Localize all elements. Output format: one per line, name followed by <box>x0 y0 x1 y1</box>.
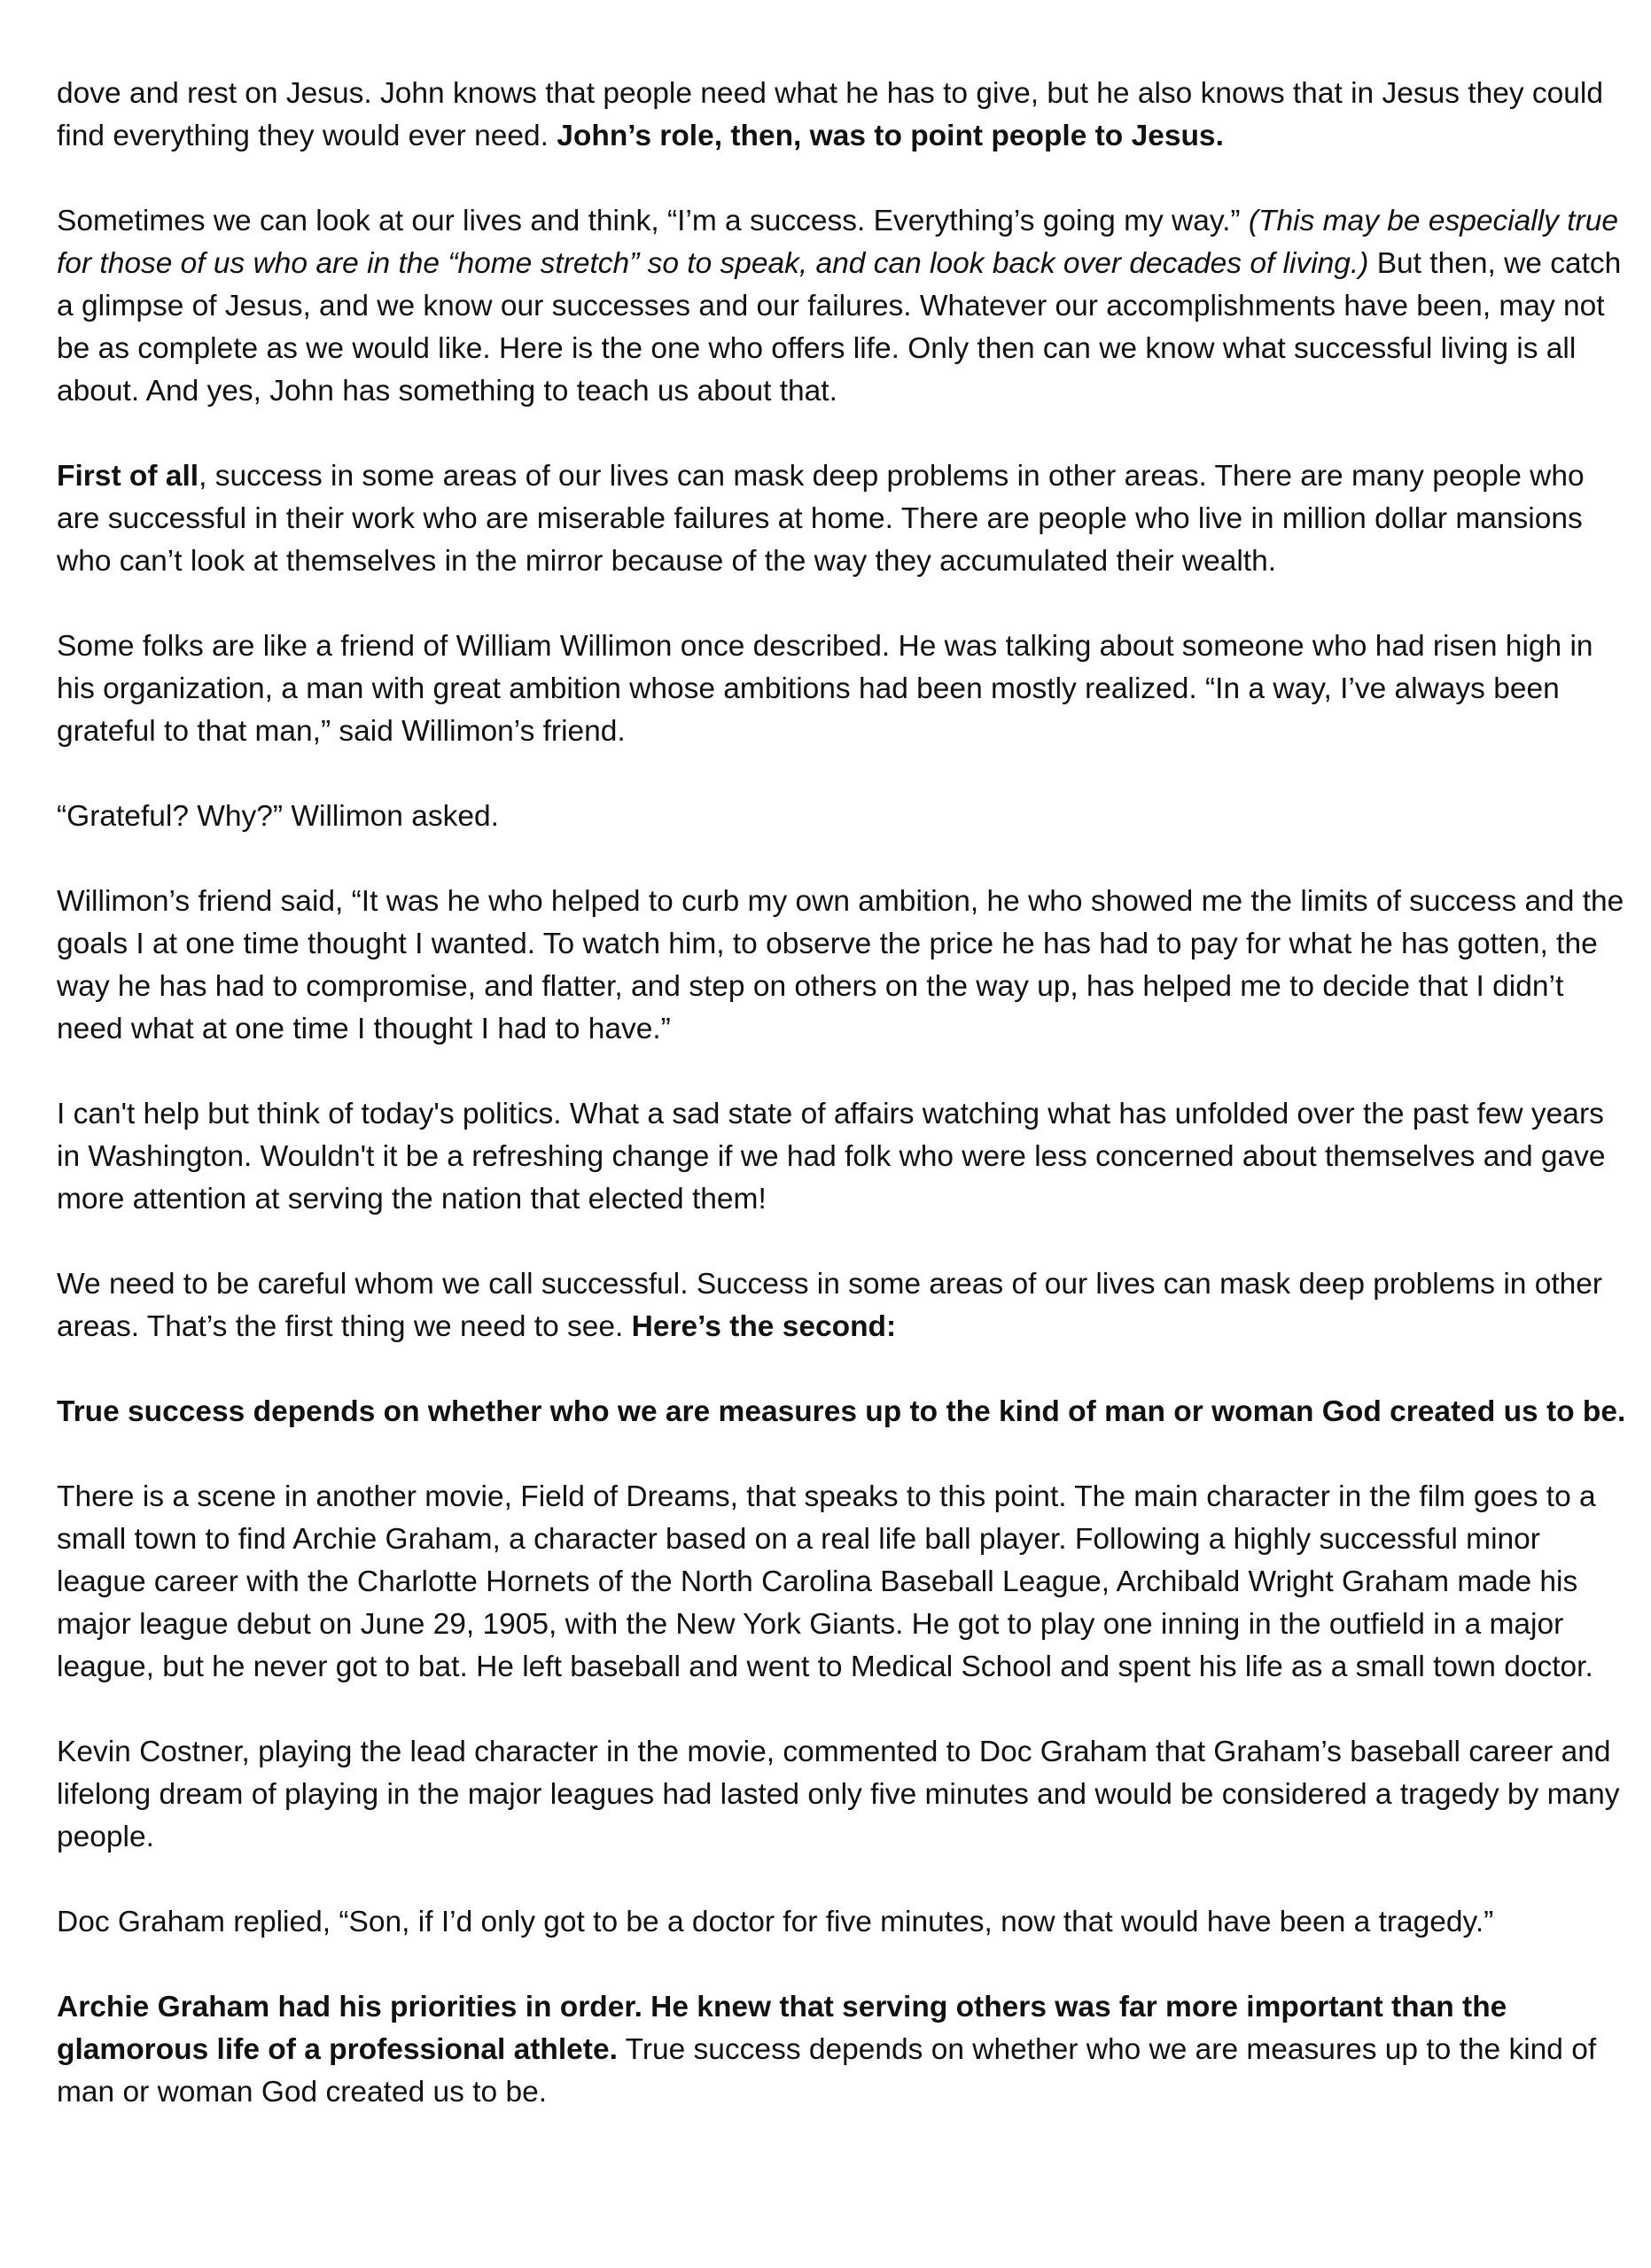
paragraph-text: Some folks are like a friend of William Willimon once described. He was talking about someone who had risen high in his organization, a man with great ambition whose ambitions had been mostly realized. “In a way, I’ve always been grateful to that man,” said Willimon’s friend. <box>57 630 1593 748</box>
paragraph <box>57 1731 1634 1859</box>
paragraph-text: Sometimes we can look at our lives and think, “I’m a success. Everything’s going my way.” <box>57 205 1249 237</box>
paragraph-text: But then, we catch a glimpse of Jesus, and we know our successes and our failures. Whatever our accomplishments have been, may not be as complete as we would like. Here is the one who offers life. Only then can we know what successful living is all about. And yes, John has something to teach us about that. <box>57 247 1622 408</box>
paragraph <box>57 1901 1634 1944</box>
paragraph <box>57 1263 1634 1348</box>
paragraph-text: Kevin Costner, playing the lead character in the movie, commented to Doc Graham that Graham’s baseball career and lifelong dream of playing in the major leagues had lasted only five minutes and would be considered a tragedy by many people. <box>57 1736 1620 1853</box>
paragraph <box>57 200 1634 413</box>
paragraph-bold-text: Here’s the second: <box>631 1310 897 1343</box>
paragraph-text: There is a scene in another movie, Field of Dreams, that speaks to this point. The main character in the film goes to a small town to find Archie Graham, a character based on a real life ball player. Following a highly successful minor league career with the Charlotte Hornets of the North Carolina Baseball League, Archibald Wright Graham made his major league debut on June 29, 1905, with the New York Giants. He got to play one inning in the outfield in a major league, but he never got to bat. He left baseball and went to Medical School and spent his life as a small town doctor. <box>57 1480 1596 1683</box>
paragraph <box>57 881 1634 1051</box>
paragraph <box>57 73 1634 158</box>
paragraph <box>57 796 1634 838</box>
paragraph-text: Willimon’s friend said, “It was he who helped to curb my own ambition, he who showed me the limits of success and the goals I at one time thought I wanted. To watch him, to observe the price he has had to pay for what he has gotten, the way he has had to compromise, and flatter, and step on others on the way up, has helped me to decide that I didn’t need what at one time I thought I had to have.” <box>57 885 1624 1045</box>
paragraph-bold-text: John’s role, then, was to point people to Jesus. <box>557 120 1224 152</box>
paragraph-text: , success in some areas of our lives can mask deep problems in other areas. There are many people who are successful in their work who are miserable failures at home. There are people who live in million dollar mansions who can’t look at themselves in the mirror because of the way they accumulated their wealth. <box>57 460 1585 578</box>
paragraph-text: I can't help but think of today's politics. What a sad state of affairs watching what has unfolded over the past few years in Washington. Wouldn't it be a refreshing change if we had folk who were less concerned about themselves and gave more attention at serving the nation that elected them! <box>57 1098 1606 1216</box>
paragraph <box>57 1986 1634 2114</box>
paragraph-italic-text: (This may be especially true for those of us who are in the “home stretch” so to speak, and can look back over decades of living.) <box>57 205 1618 280</box>
paragraph-bold-text: Archie Graham had his priorities in order. He knew that serving others was far more important than the glamorous life of a professional athlete. <box>57 1991 1507 2066</box>
paragraph <box>57 455 1634 583</box>
paragraph <box>57 625 1634 753</box>
paragraph-text: “Grateful? Why?” Willimon asked. <box>57 800 499 833</box>
paragraph-text: True success depends on whether who we are measures up to the kind of man or woman God created us to be. <box>57 2033 1597 2109</box>
paragraph-bold-text: First of all <box>57 460 199 493</box>
paragraph-text: dove and rest on Jesus. John knows that people need what he has to give, but he also knows that in Jesus they could find everything they would ever need. <box>57 77 1603 152</box>
paragraph <box>57 1476 1634 1689</box>
paragraph-bold-text: True success depends on whether who we are measures up to the kind of man or woman God created us to be. <box>57 1395 1626 1428</box>
paragraph-text: Doc Graham replied, “Son, if I’d only got to be a doctor for five minutes, now that would have been a tragedy.” <box>57 1906 1494 1938</box>
paragraph <box>57 1093 1634 1221</box>
document-page <box>57 73 1634 2114</box>
paragraph-text: We need to be careful whom we call successful. Success in some areas of our lives can mask deep problems in other areas. That’s the first thing we need to see. <box>57 1268 1603 1343</box>
paragraph <box>57 1391 1634 1433</box>
